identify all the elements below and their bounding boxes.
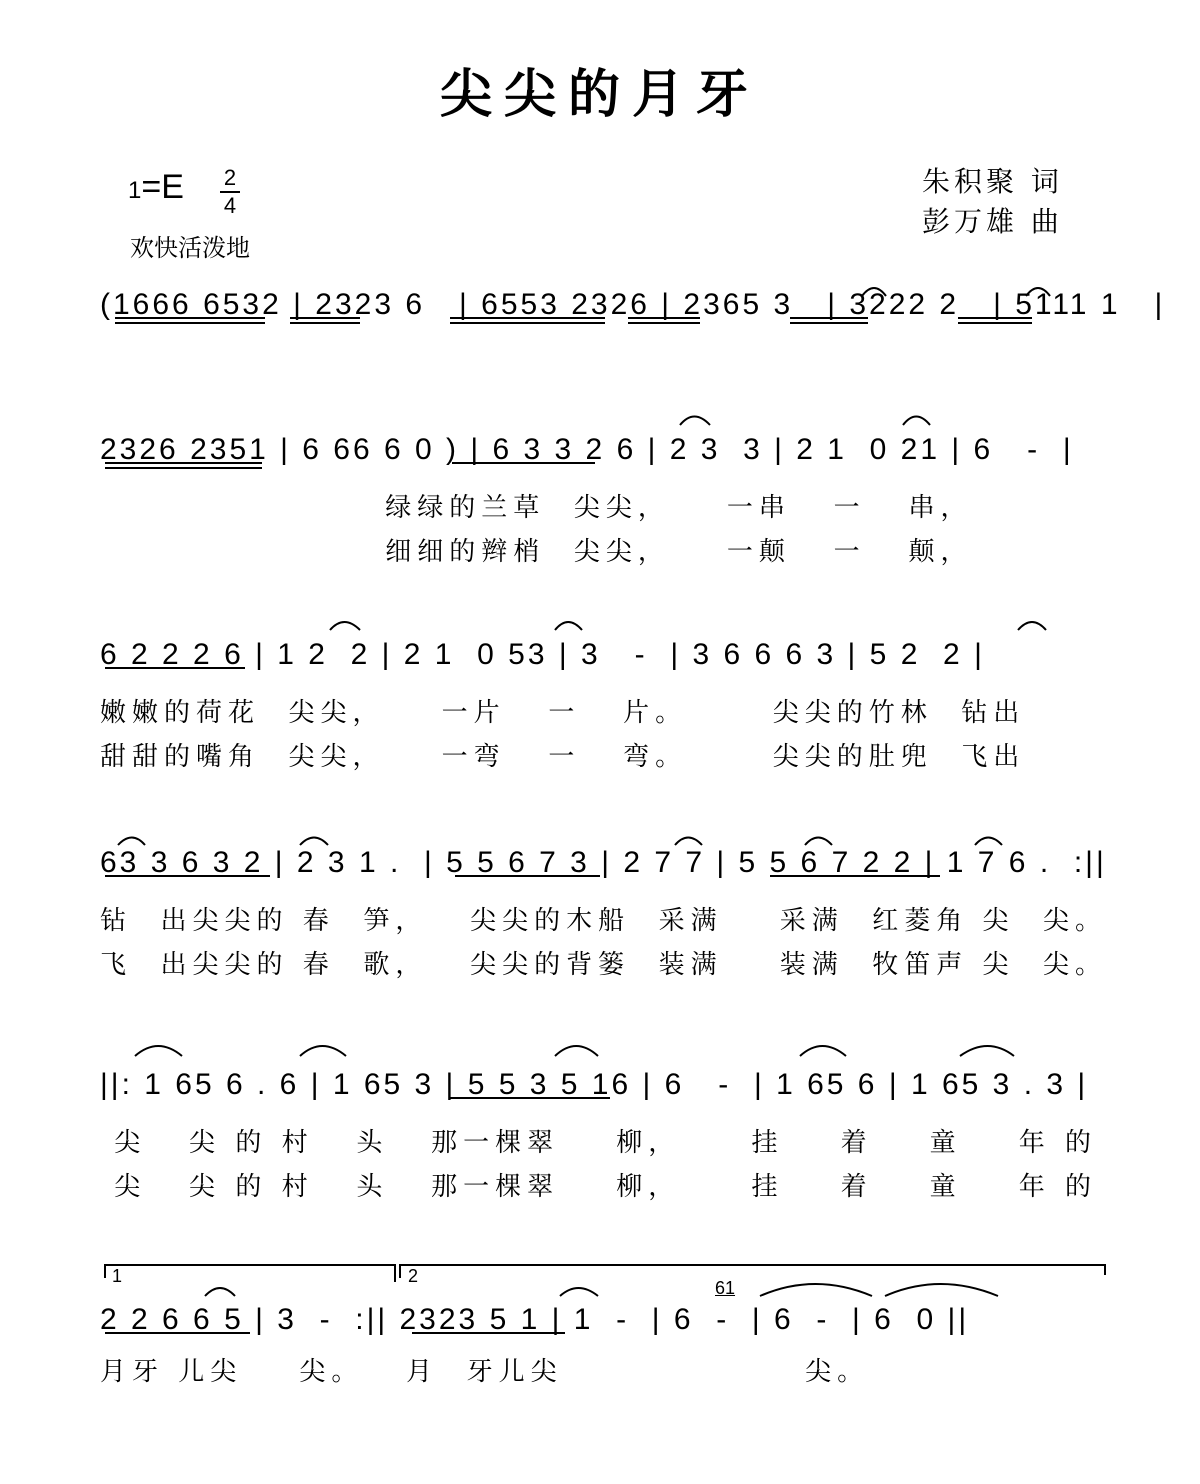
ts-bottom: 4 [223,193,237,218]
volta-second: 2 [408,1266,419,1286]
key-degree: 1 [128,177,142,204]
lyric-verse-2: 甜甜的嘴角 尖尖， 一弯 一 弯。 尖尖的肚兜 飞出 [100,742,1026,772]
lyric-verse-1: 绿绿的兰草 尖尖， 一串 一 串， [100,493,973,523]
key-note: =E [141,168,184,206]
lyric-verse-2: 细细的辫梢 尖尖， 一颠 一 颠， [100,537,973,567]
composer-credit: 彭万雄 曲 [922,205,1063,238]
ts-top: 2 [223,165,237,190]
grace-note: 61 [715,1278,736,1298]
notation-line: ||: 1 65 6 . 6 | 1 65 3 | 5 5 3 5 16 | 6 - | 1 65 6 | 1 65 3 . 3 | [100,1068,1089,1101]
tempo-marking: 欢快活泼地 [130,234,250,262]
notation-line: 2 2 6 6 5 | 3 - :|| 2323 5 1 | 1 - | 6 - | 6 - | 6 0 || [100,1303,970,1336]
notation-line: 2326 2351 | 6 66 6 0 ) | 6 3 3 2 6 | 2 3 3 | 2 1 0 21 | 6 - | [100,433,1074,466]
lyric-verse-1: 月牙 儿尖 尖。 月 牙儿尖 尖。 [100,1357,870,1387]
lyricist-credit: 朱积聚 词 [922,165,1063,198]
volta-first: 1 [112,1266,123,1286]
notation-line: 63 3 6 3 2 | 2 3 1 . | 5 5 6 7 3 | 2 7 7 | 5 5 6 7 2 2 | 1 7 6 . :|| [100,846,1107,879]
lyric-verse-1: 尖 尖 的 村 头 那一棵翠 柳， 挂 着 童 年 的 [100,1128,1097,1158]
lyric-verse-1: 嫩嫩的荷花 尖尖， 一片 一 片。 尖尖的竹林 钻出 [100,698,1026,728]
notation-line: (1666 6532 | 2323 6 | 6553 2326 | 2365 3 | 3222 2 | 5111 1 | [100,288,1166,321]
lyric-verse-2: 飞 出尖尖的 春 歌， 尖尖的背篓 装满 装满 牧笛声 尖 尖。 [100,950,1108,980]
lyric-verse-2: 尖 尖 的 村 头 那一棵翠 柳， 挂 着 童 年 的 [100,1172,1097,1202]
song-title: 尖尖的月牙 [439,64,760,125]
lyric-verse-1: 钻 出尖尖的 春 笋， 尖尖的木船 采满 采满 红菱角 尖 尖。 [100,906,1108,936]
notation-line: 6 2 2 2 6 | 1 2 2 | 2 1 0 53 | 3 - | 3 6 6 6 3 | 5 2 2 | [100,638,985,671]
